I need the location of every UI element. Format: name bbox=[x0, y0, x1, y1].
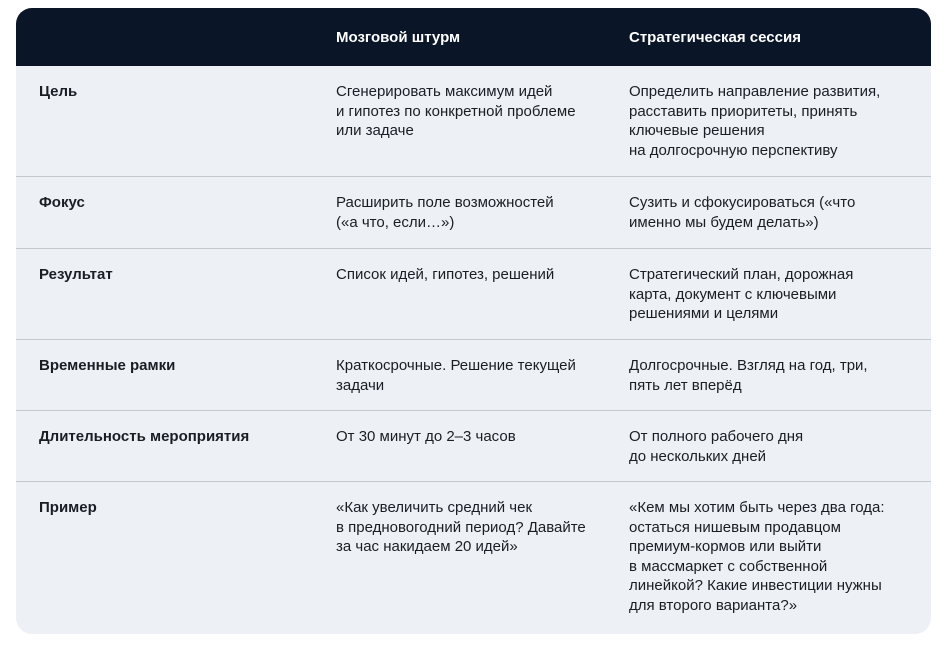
table-row bbox=[16, 176, 931, 248]
header-strategic-session: Стратегическая сессия bbox=[629, 29, 801, 46]
table-row bbox=[16, 248, 931, 340]
strategic-cell: Долгосрочные. Взгляд на год, три, пять лет вперёд bbox=[629, 357, 868, 394]
header-brainstorm: Мозговой штурм bbox=[336, 29, 461, 46]
strategic-cell: Определить направление развития, расставить приоритеты, принять ключевые решения на долгосрочную перспективу bbox=[629, 83, 881, 159]
row-label: Цель bbox=[39, 83, 78, 100]
row-label: Результат bbox=[39, 266, 113, 283]
brainstorm-cell: От 30 минут до 2–3 часов bbox=[336, 428, 516, 445]
brainstorm-cell: Список идей, гипотез, решений bbox=[336, 266, 555, 283]
table-header bbox=[16, 8, 931, 66]
row-label: Пример bbox=[39, 499, 97, 516]
comparison-table bbox=[16, 8, 931, 634]
table-row bbox=[16, 410, 931, 482]
row-label: Длительность мероприятия bbox=[39, 428, 250, 445]
brainstorm-cell: «Как увеличить средний чек в предновогодний период? Давайте за час накидаем 20 идей» bbox=[336, 499, 586, 555]
strategic-cell: Стратегический план, дорожная карта, документ с ключевыми решениями и целями bbox=[629, 266, 854, 322]
table-row bbox=[16, 481, 931, 634]
row-label: Временные рамки bbox=[39, 357, 176, 374]
row-label: Фокус bbox=[39, 194, 85, 211]
brainstorm-cell: Расширить поле возможностей («а что, если…») bbox=[336, 194, 554, 231]
brainstorm-cell: Сгенерировать максимум идей и гипотез по конкретной проблеме или задаче bbox=[336, 83, 576, 139]
strategic-cell: «Кем мы хотим быть через два года: остаться нишевым продавцом премиум-кормов или выйти в массмаркет с собственной линейкой? Какие инвестиции нужны для второго варианта?» bbox=[629, 499, 885, 614]
table-row bbox=[16, 66, 931, 176]
table-row bbox=[16, 339, 931, 411]
strategic-cell: Сузить и сфокусироваться («что именно мы будем делать») bbox=[629, 194, 856, 231]
brainstorm-cell: Краткосрочные. Решение текущей задачи bbox=[336, 357, 576, 394]
strategic-cell: От полного рабочего дня до нескольких дней bbox=[629, 428, 804, 465]
